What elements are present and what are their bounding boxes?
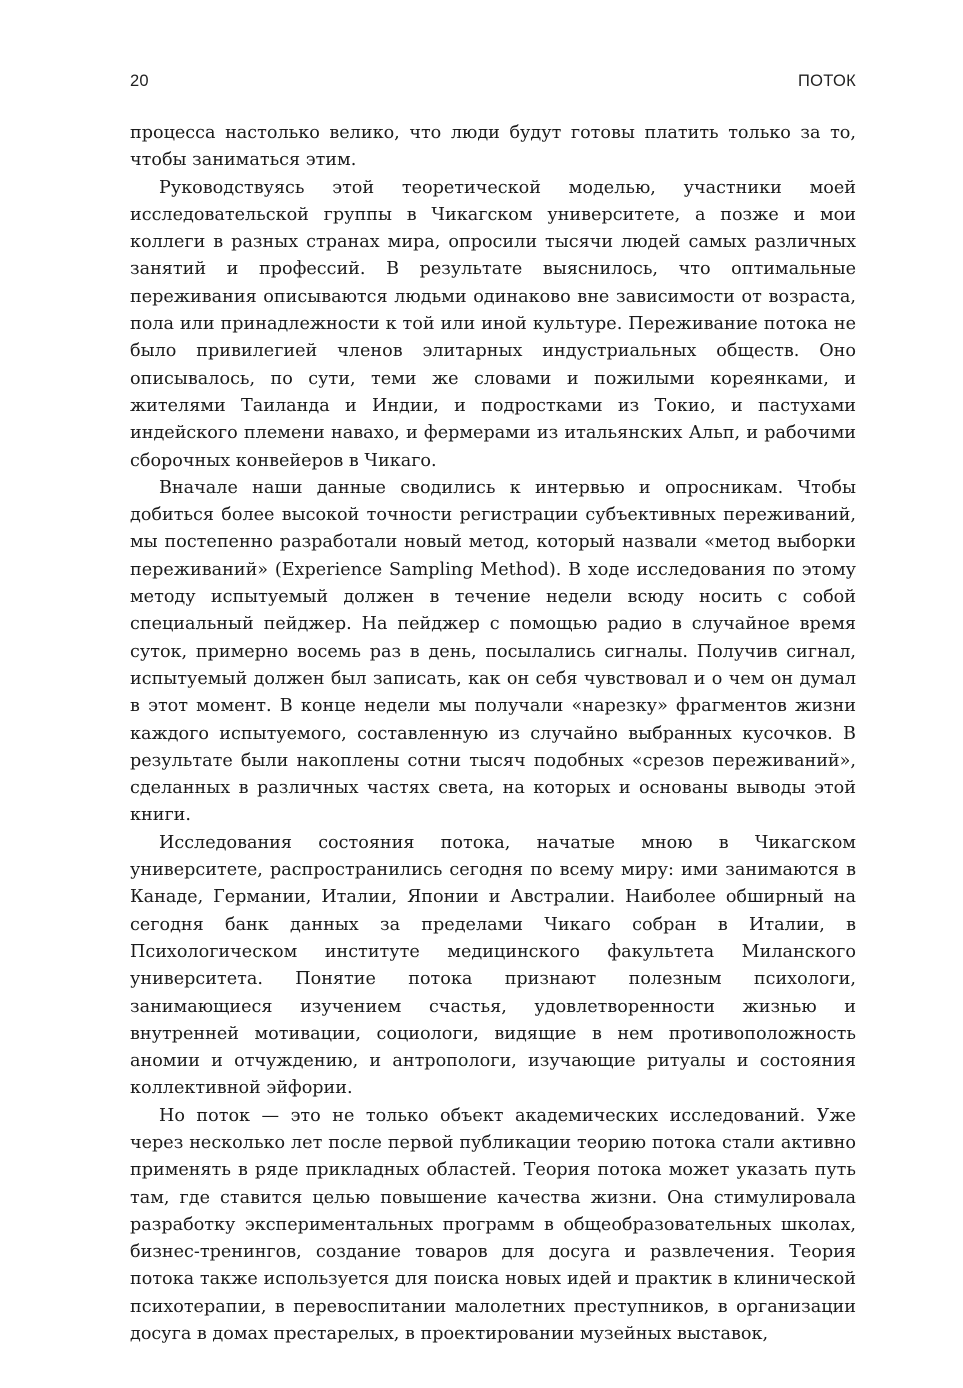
running-title: ПОТОК: [798, 72, 856, 90]
paragraph: процесса настолько велико, что люди будут готовы платить только за то, чтобы заниматься этим.: [130, 123, 856, 171]
page-number: 20: [130, 72, 149, 90]
paragraph: Но поток — это не только объект академических исследований. Уже через несколько лет после первой публикации теорию потока стали активно применять в ряде прикладных областей. Теория потока может указать путь там, где ставится целью повышение качества жизни. Она стимулировала разработку экспериментальных программ в общеобразовательных школах, бизнес-тренингов, создание товаров для досуга и развлечения. Теория потока также используется для поиска новых идей и практик в клинической психотерапии, в перевоспитании малолетних преступников, в организации досуга в домах престарелых, в проектировании музейных выставок,: [130, 1105, 856, 1345]
paragraph: Вначале наши данные сводились к интервью и опросникам. Чтобы добиться более высокой точности регистрации субъективных переживаний, мы постепенно разработали новый метод, который назвали «метод выборки переживаний» (Experience Sampling Method). В ходе исследования по этому методу испытуемый должен в течение недели всюду носить с собой специальный пейджер. На пейджер с помощью радио в случайное время суток, примерно восемь раз в день, посылались сигналы. Получив сигнал, испытуемый должен был записать, как он себя чувствовал и о чем он думал в этот момент. В конце недели мы получали «нарезку» фрагментов жизни каждого испытуемого, составленную из случайно выбранных кусочков. В результате были накоплены сотни тысяч подобных «срезов переживаний», сделанных в различных частях света, на которых и основаны выводы этой книги.: [130, 477, 856, 826]
body-text: [130, 120, 856, 1348]
paragraph: Исследования состояния потока, начатые мною в Чикагском университете, распространились сегодня по всему миру: ими занимаются в Канаде, Германии, Италии, Японии и Австралии. Наиболее обширный на сегодня банк данных за пределами Чикаго собран в Италии, в Психологическом институте медицинского факультета Миланского университета. Понятие потока признают полезным психологи, занимающиеся изучением счастья, удовлетворенности жизнью и внутренней мотивации, социологи, видящие в нем противоположность аномии и отчуждению, и антропологи, изучающие ритуалы и состояния коллективной эйфории.: [130, 832, 856, 1099]
paragraph: Руководствуясь этой теоретической моделью, участники моей исследовательской группы в Чикагском университете, а позже и мои коллеги в разных странах мира, опросили тысячи людей самых различных занятий и профессий. В результате выяснилось, что оптимальные переживания описываются людьми одинаково вне зависимости от возраста, пола или принадлежности к той или иной культуре. Переживание потока не было привилегией членов элитарных индустриальных обществ. Оно описывалось, по сути, теми же словами и пожилыми кореянками, и жителями Таиланда и Индии, и подростками из Токио, и пастухами индейского племени навахо, и фермерами из итальянских Альп, и рабочими сборочных конвейеров в Чикаго.: [130, 177, 856, 471]
page-header: [130, 72, 856, 96]
